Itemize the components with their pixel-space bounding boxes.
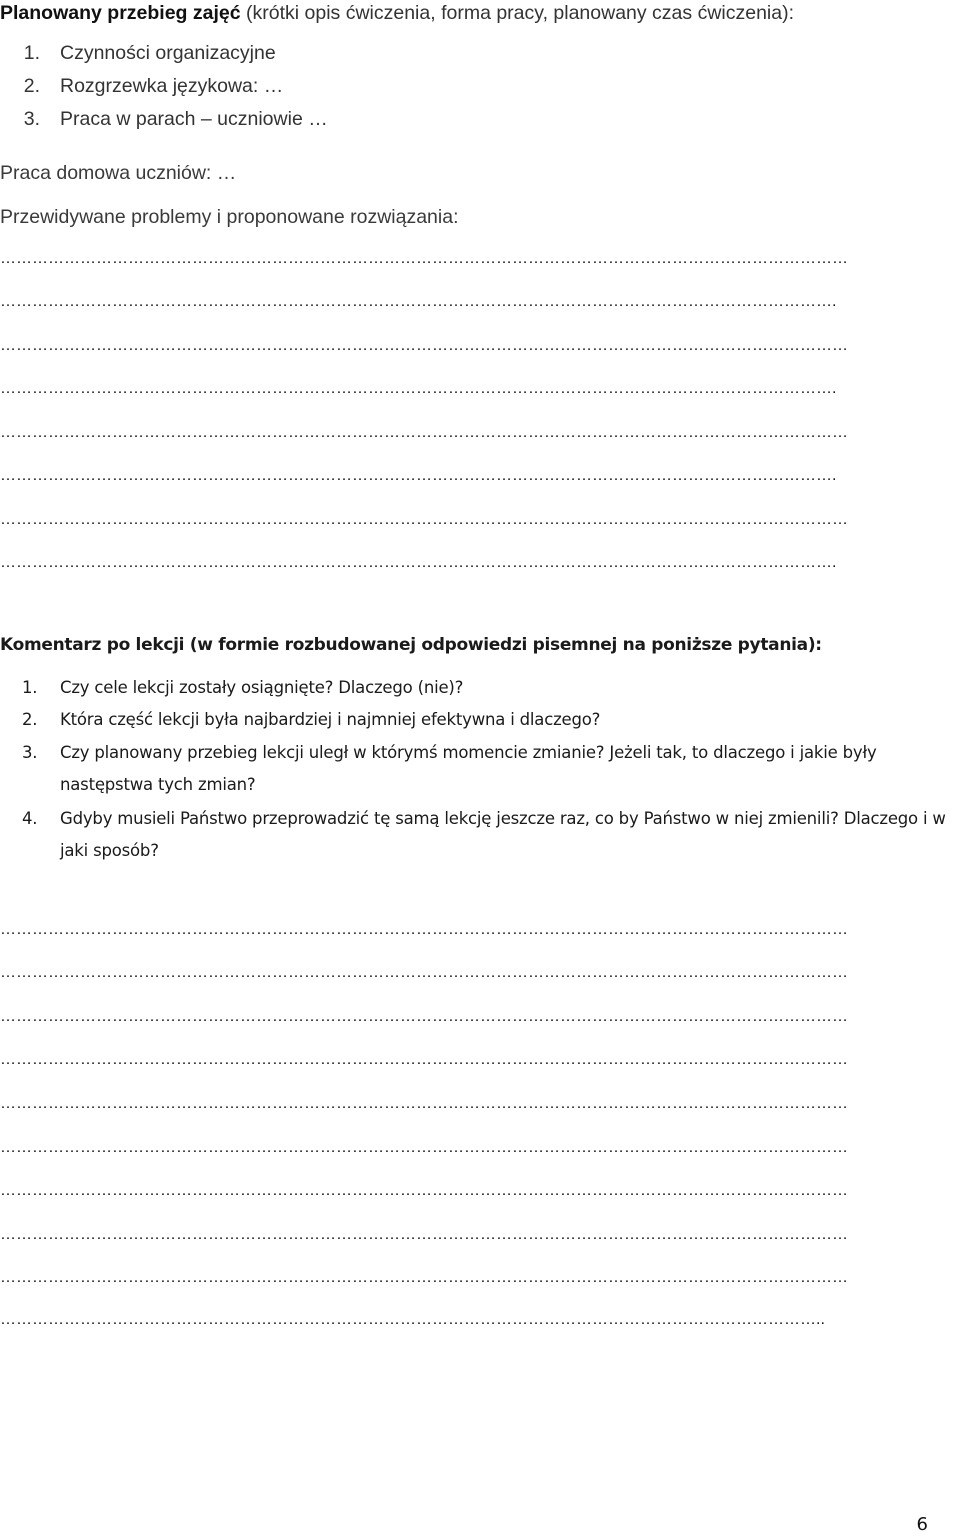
answer-dotted-line: ……………………………………………………………………………………………………………………………………………	[0, 1052, 848, 1068]
homework-line: Praca domowa uczniów: …	[0, 162, 237, 184]
plan-item-text: Czynności organizacyjne	[60, 42, 276, 64]
dotted-line: ………………………………………………………………………………………………………………………………………….	[0, 294, 837, 310]
answer-dotted-line: ……………………………………………………………………………………………………………………………………………	[0, 922, 848, 938]
question-text: Czy cele lekcji zostały osiągnięte? Dlaczego (nie)?	[60, 678, 464, 697]
question-number: 1.	[22, 678, 38, 697]
answer-dotted-line: ………………………………………………………………………………………………………………………………………..	[0, 1312, 825, 1328]
answer-dotted-line: ……………………………………………………………………………………………………………………………………………	[0, 1227, 848, 1243]
dotted-line: ……………………………………………………………………………………………………………………………………………	[0, 338, 848, 354]
question-item	[0, 672, 960, 704]
question-text: Która część lekcji była najbardziej i najmniej efektywna i dlaczego?	[60, 710, 601, 729]
question-item	[0, 704, 960, 736]
dotted-line: ……………………………………………………………………………………………………………………………………………	[0, 512, 848, 528]
dotted-line: ………………………………………………………………………………………………………………………………………….	[0, 381, 837, 397]
plan-item-number: 2.	[23, 75, 40, 97]
plan-heading	[0, 0, 794, 26]
problems-heading: Przewidywane problemy i proponowane rozwiązania:	[0, 206, 459, 228]
plan-item-number: 3.	[23, 108, 40, 130]
question-number: 4.	[22, 809, 38, 828]
question-text: Czy planowany przebieg lekcji uległ w którymś momencie zmianie? Jeżeli tak, to dlaczego i jakie były następstwa tych zmian?	[60, 743, 877, 794]
question-item	[0, 737, 960, 801]
dotted-line: ………………………………………………………………………………………………………………………………………….	[0, 468, 837, 484]
dotted-line: ……………………………………………………………………………………………………………………………………………	[0, 251, 848, 267]
answer-dotted-line: ……………………………………………………………………………………………………………………………………………	[0, 1009, 848, 1025]
answer-dotted-line: ……………………………………………………………………………………………………………………………………………	[0, 1183, 848, 1199]
answer-dotted-line: ……………………………………………………………………………………………………………………………………………	[0, 1096, 848, 1112]
question-text: Gdyby musieli Państwo przeprowadzić tę samą lekcję jeszcze raz, co by Państwo w niej zmienili? Dlaczego i w jaki sposób?	[60, 809, 946, 860]
plan-heading-rest: (krótki opis ćwiczenia, forma pracy, planowany czas ćwiczenia):	[240, 2, 795, 24]
dotted-line: ………………………………………………………………………………………………………………………………………….	[0, 555, 837, 571]
question-item	[0, 803, 960, 867]
dotted-line: ……………………………………………………………………………………………………………………………………………	[0, 425, 848, 441]
question-number: 2.	[22, 710, 38, 729]
plan-heading-bold: Planowany przebieg zajęć	[0, 2, 241, 24]
answer-dotted-line: ……………………………………………………………………………………………………………………………………………	[0, 965, 848, 981]
plan-item-number: 1.	[23, 42, 40, 64]
plan-item-text: Rozgrzewka językowa: …	[60, 75, 284, 97]
comment-heading: Komentarz po lekcji (w formie rozbudowanej odpowiedzi pisemnej na poniższe pytania):	[0, 635, 822, 655]
answer-dotted-line: ……………………………………………………………………………………………………………………………………………	[0, 1270, 848, 1286]
question-number: 3.	[22, 743, 38, 762]
page-number: 6	[916, 1514, 928, 1535]
answer-dotted-line: ……………………………………………………………………………………………………………………………………………	[0, 1140, 848, 1156]
plan-item-text: Praca w parach – uczniowie …	[60, 108, 328, 130]
